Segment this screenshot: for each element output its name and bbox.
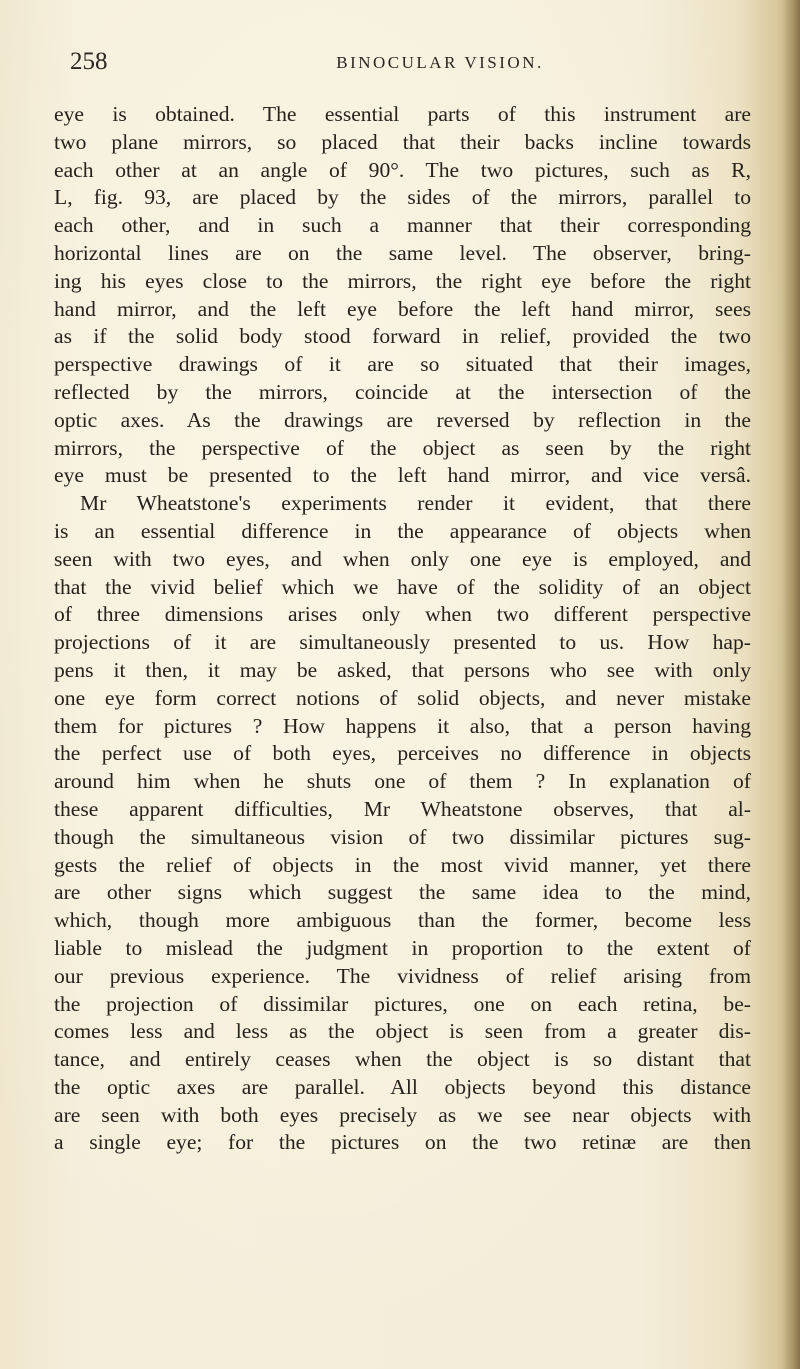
text-line: which, though more ambiguous than the former, become less: [54, 908, 751, 933]
text-line: optic axes. As the drawings are reversed by reflection in the: [54, 407, 751, 432]
text-line: projections of it are simultaneously presented to us. How hap-: [54, 630, 751, 655]
text-line: of three dimensions arises only when two different perspective: [54, 602, 751, 627]
text-line: Mr Wheatstone's experiments render it evident, that there: [80, 491, 751, 516]
text-line: seen with two eyes, and when only one eye is employed, and: [54, 546, 751, 571]
body-text: [54, 101, 751, 1157]
text-line: the optic axes are parallel. All objects beyond this distance: [54, 1074, 751, 1099]
text-line: horizontal lines are on the same level. The observer, bring-: [54, 240, 751, 265]
text-line: tance, and entirely ceases when the object is so distant that: [54, 1047, 751, 1072]
text-line: hand mirror, and the left eye before the left hand mirror, sees: [54, 296, 751, 321]
text-line: gests the relief of objects in the most vivid manner, yet there: [54, 852, 751, 877]
text-line: though the simultaneous vision of two dissimilar pictures sug-: [54, 824, 751, 849]
text-line: L, fig. 93, are placed by the sides of the mirrors, parallel to: [54, 185, 751, 210]
text-line: are other signs which suggest the same idea to the mind,: [54, 880, 751, 905]
text-line: two plane mirrors, so placed that their backs incline towards: [54, 129, 751, 154]
text-line: around him when he shuts one of them ? In explanation of: [54, 769, 751, 794]
text-line: one eye form correct notions of solid objects, and never mistake: [54, 685, 751, 710]
text-line: ing his eyes close to the mirrors, the right eye before the right: [54, 268, 751, 293]
text-line: as if the solid body stood forward in relief, provided the two: [54, 324, 751, 349]
text-line: reflected by the mirrors, coincide at the intersection of the: [54, 379, 751, 404]
text-line: eye must be presented to the left hand mirror, and vice versâ.: [54, 463, 751, 488]
text-line: comes less and less as the object is seen from a greater dis-: [54, 1019, 751, 1044]
text-line: that the vivid belief which we have of the solidity of an object: [54, 574, 751, 599]
text-line: is an essential difference in the appearance of objects when: [54, 518, 751, 543]
text-line: them for pictures ? How happens it also, that a person having: [54, 713, 751, 738]
text-line: the perfect use of both eyes, perceives no difference in objects: [54, 741, 751, 766]
text-line: mirrors, the perspective of the object as seen by the right: [54, 435, 751, 460]
text-line: eye is obtained. The essential parts of this instrument are: [54, 102, 751, 126]
page-header: [70, 44, 750, 84]
text-line: pens it then, it may be asked, that persons who see with only: [54, 657, 751, 682]
text-line: each other, and in such a manner that their corresponding: [54, 213, 751, 238]
running-head: BINOCULAR VISION.: [336, 53, 544, 72]
text-line: are seen with both eyes precisely as we see near objects with: [54, 1102, 751, 1127]
text-line: perspective drawings of it are so situated that their images,: [54, 352, 751, 377]
text-line: the projection of dissimilar pictures, one on each retina, be-: [54, 991, 751, 1016]
text-line: liable to mislead the judgment in proportion to the extent of: [54, 935, 751, 960]
page-edge-shadow: [782, 0, 800, 1369]
text-line: these apparent difficulties, Mr Wheatstone observes, that al-: [54, 796, 751, 821]
page-number: 258: [70, 48, 108, 75]
text-line: our previous experience. The vividness of relief arising from: [54, 963, 751, 988]
text-line: a single eye; for the pictures on the two retinæ are then: [54, 1130, 751, 1155]
text-line: each other at an angle of 90°. The two pictures, such as R,: [54, 157, 751, 182]
